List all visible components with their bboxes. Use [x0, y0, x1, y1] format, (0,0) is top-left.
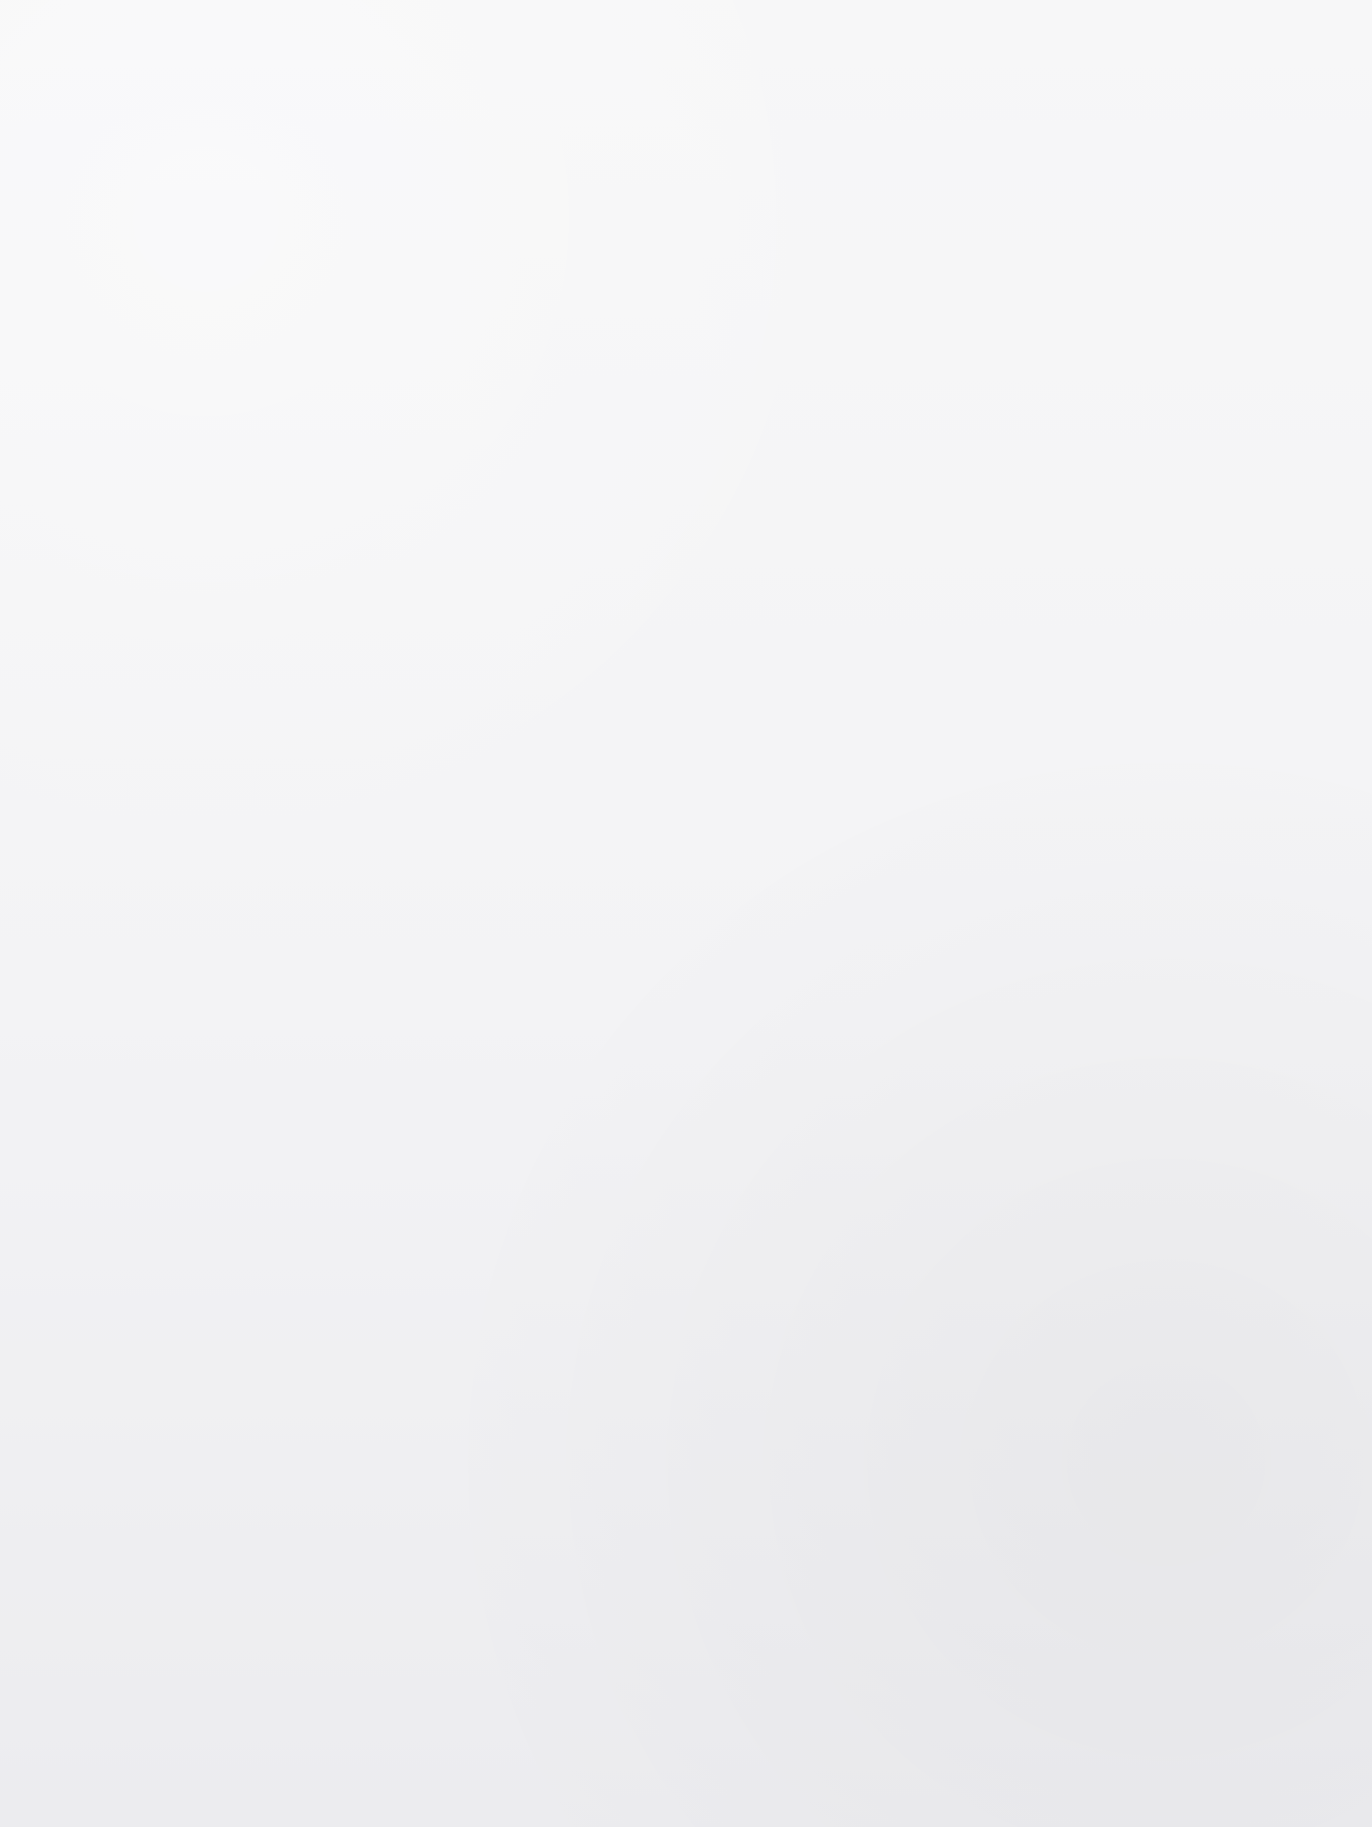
track-name-row [30, 367, 650, 381]
date-row [30, 367, 650, 381]
event-metadata [30, 367, 650, 381]
place-row [30, 367, 650, 381]
organizer-row [30, 367, 650, 381]
document-title [268, 101, 1248, 128]
race-director-row [30, 367, 650, 381]
